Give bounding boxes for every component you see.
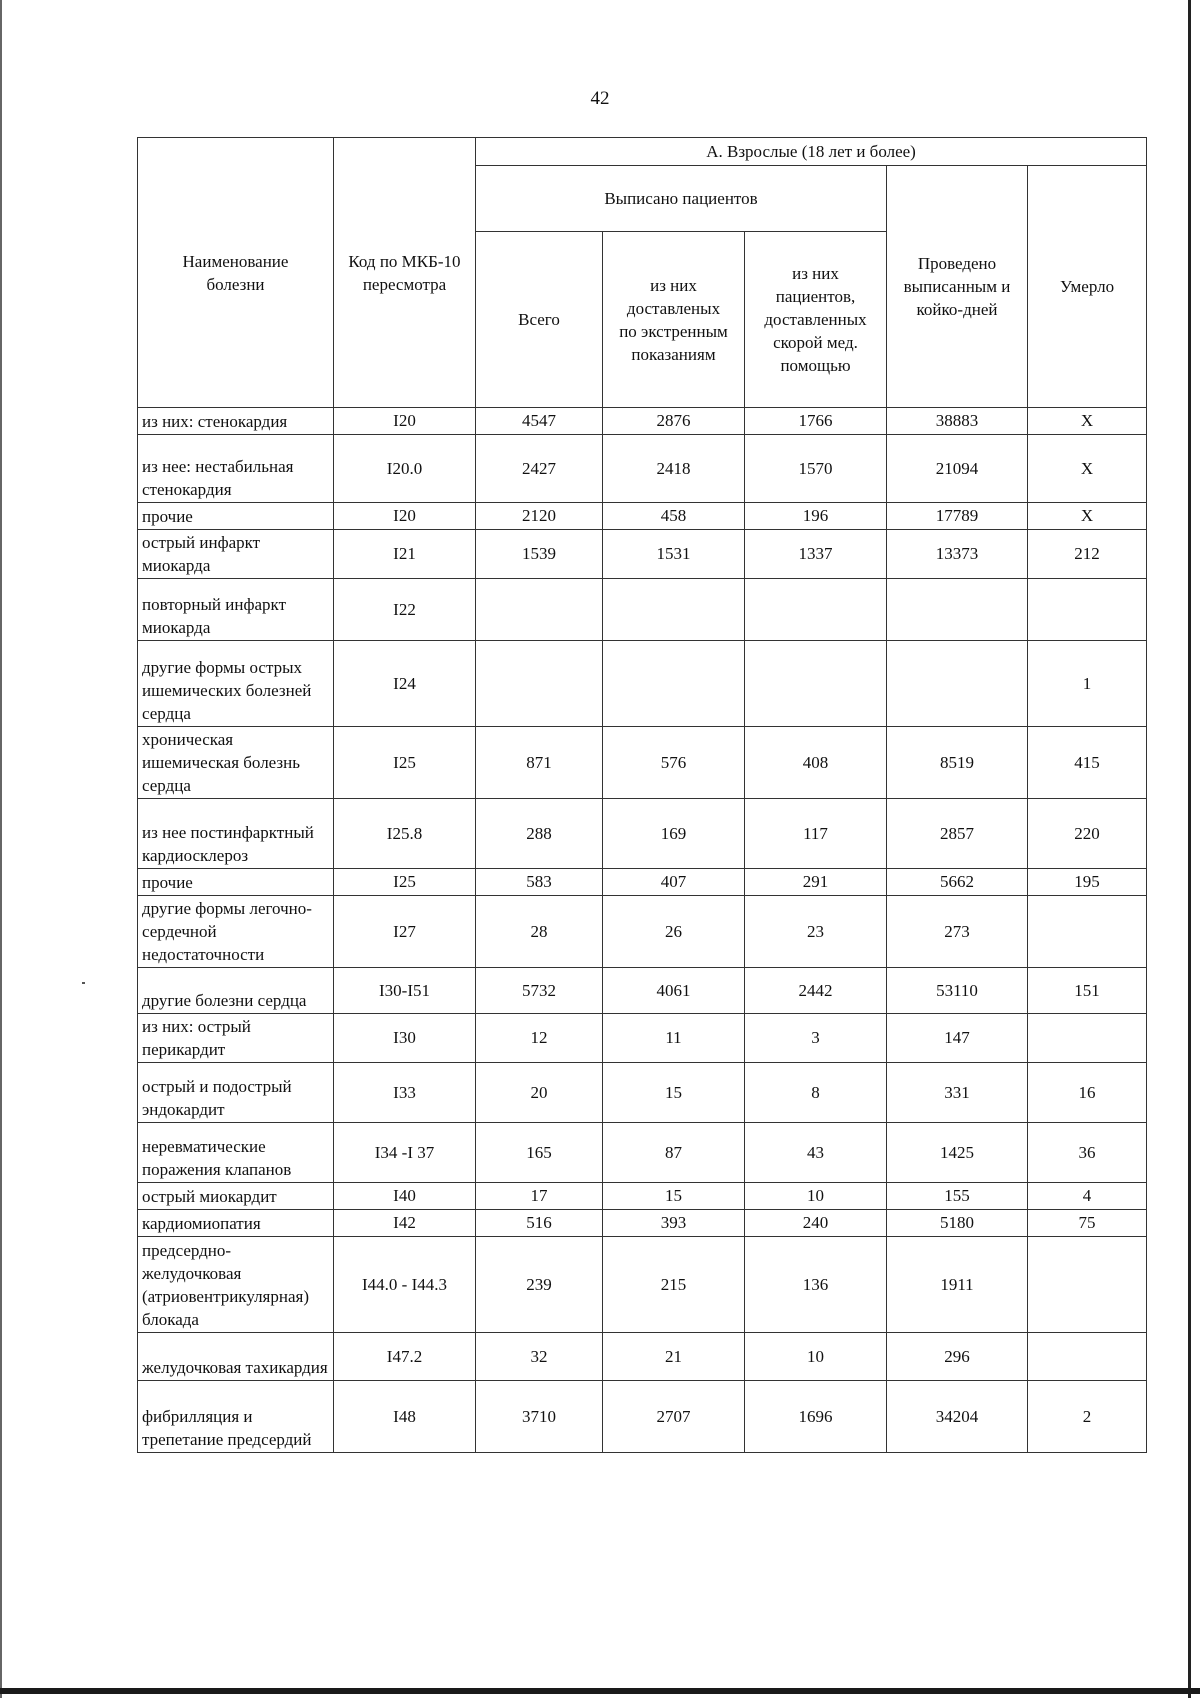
disease-name-cell: неревматические поражения клапанов [138, 1123, 334, 1183]
ambulance-cell: 1696 [745, 1381, 887, 1453]
bed-days-cell: 331 [887, 1063, 1028, 1123]
total-cell: 583 [476, 869, 603, 896]
icd-code-cell: I22 [334, 579, 476, 641]
page-edge-right [1188, 0, 1191, 1698]
emergency-cell: 15 [603, 1183, 745, 1210]
bed-days-cell: 38883 [887, 408, 1028, 435]
emergency-cell: 2418 [603, 435, 745, 503]
icd-code-cell: I47.2 [334, 1333, 476, 1381]
disease-name-cell: повторный инфаркт миокарда [138, 579, 334, 641]
emergency-cell: 4061 [603, 968, 745, 1014]
total-cell: 165 [476, 1123, 603, 1183]
table-body [138, 408, 1147, 1453]
died-cell: X [1028, 503, 1147, 530]
header-disease-name: Наименование болезни [138, 138, 334, 408]
ambulance-cell [745, 641, 887, 727]
header-icd-code: Код по МКБ-10 пересмотра [334, 138, 476, 408]
total-cell: 3710 [476, 1381, 603, 1453]
icd-code-cell: I20.0 [334, 435, 476, 503]
bed-days-cell: 296 [887, 1333, 1028, 1381]
ambulance-cell: 43 [745, 1123, 887, 1183]
disease-name-cell: прочие [138, 869, 334, 896]
bed-days-cell: 155 [887, 1183, 1028, 1210]
disease-name-cell: кардиомиопатия [138, 1210, 334, 1237]
bed-days-cell: 21094 [887, 435, 1028, 503]
ambulance-cell: 291 [745, 869, 887, 896]
bed-days-cell: 34204 [887, 1381, 1028, 1453]
emergency-cell: 393 [603, 1210, 745, 1237]
died-cell: 1 [1028, 641, 1147, 727]
table-row [138, 1333, 1147, 1381]
page-number: 42 [590, 88, 610, 109]
total-cell: 1539 [476, 530, 603, 579]
bed-days-cell [887, 641, 1028, 727]
disease-name-cell: из нее постинфарктный кардиосклероз [138, 799, 334, 869]
icd-code-cell: I21 [334, 530, 476, 579]
icd-code-cell: I20 [334, 408, 476, 435]
emergency-cell: 458 [603, 503, 745, 530]
header-died: Умерло [1028, 166, 1147, 408]
died-cell [1028, 896, 1147, 968]
ambulance-cell: 1570 [745, 435, 887, 503]
table-row [138, 1123, 1147, 1183]
ambulance-cell: 10 [745, 1333, 887, 1381]
table-row [138, 1183, 1147, 1210]
icd-code-cell: I25 [334, 727, 476, 799]
emergency-cell: 169 [603, 799, 745, 869]
bed-days-cell: 1425 [887, 1123, 1028, 1183]
emergency-cell: 2876 [603, 408, 745, 435]
icd-code-cell: I25.8 [334, 799, 476, 869]
emergency-cell: 407 [603, 869, 745, 896]
header-ambulance: из них пациентов, доставленных скорой мед. помощью [745, 232, 887, 408]
table-row [138, 579, 1147, 641]
died-cell: 4 [1028, 1183, 1147, 1210]
disease-name-cell: из них: стенокардия [138, 408, 334, 435]
total-cell [476, 641, 603, 727]
disease-name-cell: прочие [138, 503, 334, 530]
table-row [138, 869, 1147, 896]
table-row [138, 799, 1147, 869]
table-row [138, 408, 1147, 435]
icd-code-cell: I33 [334, 1063, 476, 1123]
table-row [138, 968, 1147, 1014]
disease-name-cell: острый миокардит [138, 1183, 334, 1210]
header-discharged: Выписано пациентов [476, 166, 887, 232]
icd-code-cell: I30-I51 [334, 968, 476, 1014]
icd-code-cell: I24 [334, 641, 476, 727]
total-cell: 28 [476, 896, 603, 968]
icd-code-cell: I48 [334, 1381, 476, 1453]
emergency-cell: 87 [603, 1123, 745, 1183]
header-total: Всего [476, 232, 603, 408]
died-cell [1028, 1333, 1147, 1381]
ambulance-cell: 1337 [745, 530, 887, 579]
ambulance-cell: 117 [745, 799, 887, 869]
died-cell: 75 [1028, 1210, 1147, 1237]
icd-code-cell: I27 [334, 896, 476, 968]
icd-code-cell: I20 [334, 503, 476, 530]
died-cell: 16 [1028, 1063, 1147, 1123]
disease-name-cell: предсердно-желудочковая (атриовентрикулярная) блокада [138, 1237, 334, 1333]
emergency-cell: 1531 [603, 530, 745, 579]
table-row [138, 503, 1147, 530]
bed-days-cell: 273 [887, 896, 1028, 968]
disease-name-cell: фибрилляция и трепетание предсердий [138, 1381, 334, 1453]
died-cell [1028, 1237, 1147, 1333]
table-row [138, 896, 1147, 968]
bed-days-cell: 147 [887, 1014, 1028, 1063]
disease-name-cell: другие болезни сердца [138, 968, 334, 1014]
table-row [138, 1210, 1147, 1237]
died-cell: X [1028, 408, 1147, 435]
total-cell [476, 579, 603, 641]
total-cell: 12 [476, 1014, 603, 1063]
bed-days-cell: 5662 [887, 869, 1028, 896]
table-row [138, 435, 1147, 503]
icd-code-cell: I25 [334, 869, 476, 896]
table-row [138, 1237, 1147, 1333]
ambulance-cell: 2442 [745, 968, 887, 1014]
died-cell: 220 [1028, 799, 1147, 869]
total-cell: 2120 [476, 503, 603, 530]
died-cell: 195 [1028, 869, 1147, 896]
table-row [138, 1063, 1147, 1123]
disease-name-cell: острый и подострый эндокардит [138, 1063, 334, 1123]
emergency-cell: 576 [603, 727, 745, 799]
died-cell: 212 [1028, 530, 1147, 579]
table-row [138, 727, 1147, 799]
bed-days-cell: 17789 [887, 503, 1028, 530]
icd-code-cell: I42 [334, 1210, 476, 1237]
died-cell [1028, 1014, 1147, 1063]
total-cell: 32 [476, 1333, 603, 1381]
disease-name-cell: хроническая ишемическая болезнь сердца [138, 727, 334, 799]
emergency-cell [603, 641, 745, 727]
emergency-cell [603, 579, 745, 641]
died-cell: X [1028, 435, 1147, 503]
emergency-cell: 215 [603, 1237, 745, 1333]
ambulance-cell: 8 [745, 1063, 887, 1123]
died-cell: 415 [1028, 727, 1147, 799]
disease-name-cell: желудочковая тахикардия [138, 1333, 334, 1381]
total-cell: 17 [476, 1183, 603, 1210]
header-adults-group: А. Взрослые (18 лет и более) [476, 138, 1147, 166]
ambulance-cell: 196 [745, 503, 887, 530]
ambulance-cell: 3 [745, 1014, 887, 1063]
emergency-cell: 2707 [603, 1381, 745, 1453]
ambulance-cell: 23 [745, 896, 887, 968]
statistics-table [137, 137, 1147, 1453]
disease-name-cell: из них: острый перикардит [138, 1014, 334, 1063]
icd-code-cell: I44.0 - I44.3 [334, 1237, 476, 1333]
page-edge-left [0, 0, 2, 1698]
total-cell: 2427 [476, 435, 603, 503]
table-row [138, 1381, 1147, 1453]
table-row [138, 530, 1147, 579]
died-cell: 151 [1028, 968, 1147, 1014]
total-cell: 20 [476, 1063, 603, 1123]
emergency-cell: 11 [603, 1014, 745, 1063]
page-edge-bottom [0, 1688, 1200, 1694]
disease-name-cell: другие формы острых ишемических болезней сердца [138, 641, 334, 727]
bed-days-cell: 53110 [887, 968, 1028, 1014]
emergency-cell: 21 [603, 1333, 745, 1381]
bed-days-cell: 13373 [887, 530, 1028, 579]
ambulance-cell: 240 [745, 1210, 887, 1237]
emergency-cell: 26 [603, 896, 745, 968]
died-cell [1028, 579, 1147, 641]
disease-name-cell: из нее: нестабильная стенокардия [138, 435, 334, 503]
table-row [138, 1014, 1147, 1063]
died-cell: 36 [1028, 1123, 1147, 1183]
bed-days-cell [887, 579, 1028, 641]
total-cell: 516 [476, 1210, 603, 1237]
bed-days-cell: 2857 [887, 799, 1028, 869]
bed-days-cell: 5180 [887, 1210, 1028, 1237]
total-cell: 871 [476, 727, 603, 799]
ambulance-cell: 136 [745, 1237, 887, 1333]
table-row [138, 641, 1147, 727]
ambulance-cell: 408 [745, 727, 887, 799]
emergency-cell: 15 [603, 1063, 745, 1123]
stray-mark [82, 982, 85, 984]
icd-code-cell: I40 [334, 1183, 476, 1210]
total-cell: 4547 [476, 408, 603, 435]
ambulance-cell [745, 579, 887, 641]
bed-days-cell: 1911 [887, 1237, 1028, 1333]
icd-code-cell: I30 [334, 1014, 476, 1063]
disease-name-cell: острый инфаркт миокарда [138, 530, 334, 579]
header-bed-days: Проведено выписанным и койко-дней [887, 166, 1028, 408]
ambulance-cell: 10 [745, 1183, 887, 1210]
disease-name-cell: другие формы легочно-сердечной недостаточности [138, 896, 334, 968]
ambulance-cell: 1766 [745, 408, 887, 435]
total-cell: 5732 [476, 968, 603, 1014]
header-emergency: из них доставленых по экстренным показаниям [603, 232, 745, 408]
bed-days-cell: 8519 [887, 727, 1028, 799]
icd-code-cell: I34 -I 37 [334, 1123, 476, 1183]
total-cell: 239 [476, 1237, 603, 1333]
died-cell: 2 [1028, 1381, 1147, 1453]
total-cell: 288 [476, 799, 603, 869]
